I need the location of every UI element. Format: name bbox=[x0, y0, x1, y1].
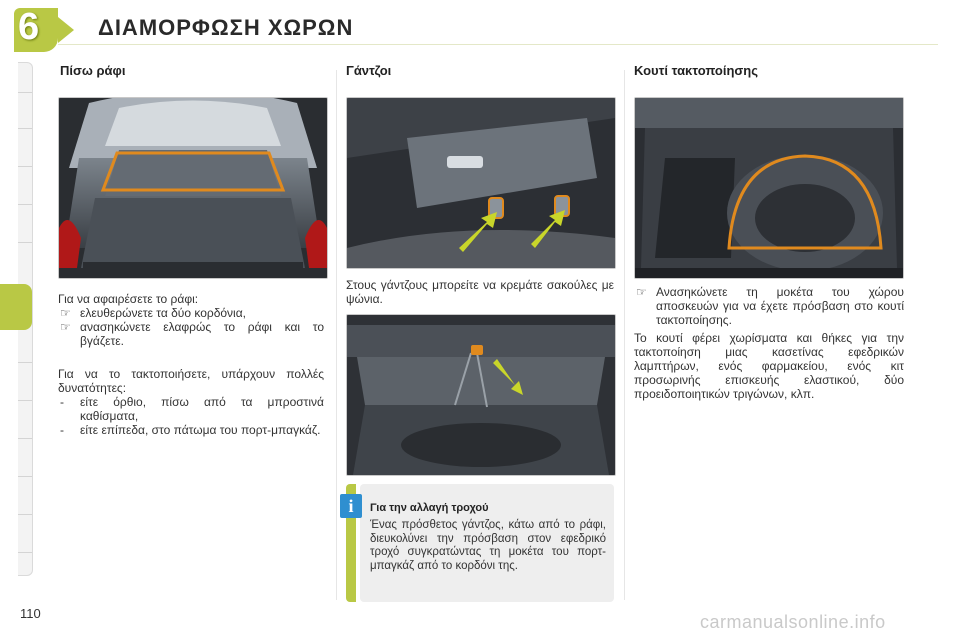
hooks-text: Στους γάντζους μπορείτε να κρεμάτε σακούλες με ψώνια. bbox=[346, 278, 614, 306]
spare-wheel-hook-photo bbox=[346, 314, 616, 476]
hook-marker bbox=[471, 345, 483, 355]
hand-pointer-icon: ☞ bbox=[636, 285, 647, 299]
column-divider bbox=[336, 70, 337, 600]
section-heading-rear-shelf: Πίσω ράφι bbox=[60, 63, 126, 78]
rear-shelf-text bbox=[58, 292, 324, 437]
chapter-number: 6 bbox=[18, 6, 40, 48]
list-item: - είτε όρθιο, πίσω από τα μπροστινά καθίσματα, bbox=[60, 395, 324, 423]
paragraph: Το κουτί φέρει χωρίσματα και θήκες για την τακτοποίηση μιας κασετίνας εφεδρικών λαμπτήρων, ενός φαρμακείου, ενός κιτ προσωρινής επισκευής ελαστικού, δύο προειδοποιητικών τριγώνων, κλπ. bbox=[634, 331, 904, 401]
storage-box-illustration bbox=[635, 98, 903, 278]
paragraph: Για να το τακτοποιήσετε, υπάρχουν πολλές δυνατότητες: bbox=[58, 367, 324, 395]
hand-pointer-icon: ☞ bbox=[60, 320, 71, 334]
section-heading-hooks: Γάντζοι bbox=[346, 63, 392, 78]
info-title: Για την αλλαγή τροχού bbox=[370, 502, 489, 514]
hooks-illustration bbox=[347, 98, 615, 268]
section-heading-storage-box: Κουτί τακτοποίησης bbox=[634, 63, 759, 78]
info-icon: i bbox=[340, 494, 362, 518]
page-title: ΔΙΑΜΟΡΦΩΣΗ ΧΩΡΩΝ bbox=[98, 15, 354, 40]
list-item: ☞ Ανασηκώνετε τη μοκέτα του χώρου αποσκευών για να έχετε πρόσβαση στο κουτί τακτοποίησης. bbox=[636, 285, 904, 327]
active-chapter-tab[interactable] bbox=[0, 284, 32, 330]
rear-shelf-photo bbox=[58, 97, 328, 279]
storage-box-photo bbox=[634, 97, 904, 279]
page-number: 110 bbox=[20, 606, 41, 621]
header-divider bbox=[58, 44, 938, 45]
watermark: carmanualsonline.info bbox=[700, 612, 886, 632]
list-item: - είτε επίπεδα, στο πάτωμα του πορτ-μπαγκάζ. bbox=[60, 423, 321, 437]
rear-shelf-illustration bbox=[59, 98, 327, 278]
chapter-tabs bbox=[0, 62, 40, 582]
spare-wheel-hook-illustration bbox=[347, 315, 615, 475]
list-item: ☞ ανασηκώνετε ελαφρώς το ράφι και το βγάζετε. bbox=[60, 320, 324, 348]
intro-text: Για να αφαιρέσετε το ράφι: bbox=[58, 292, 199, 306]
hand-pointer-icon: ☞ bbox=[60, 306, 71, 320]
info-text: Ένας πρόσθετος γάντζος, κάτω από το ράφι, διευκολύνει την πρόσβαση στον εφεδρικό τροχό συγκρατώντας τη μοκέτα του πορτ-μπαγκάζ από το κορδόνι της. bbox=[370, 519, 606, 572]
hooks-photo bbox=[346, 97, 616, 269]
column-divider bbox=[624, 70, 625, 600]
list-item: ☞ ελευθερώνετε τα δύο κορδόνια, bbox=[60, 306, 246, 320]
storage-box-text bbox=[634, 285, 904, 401]
